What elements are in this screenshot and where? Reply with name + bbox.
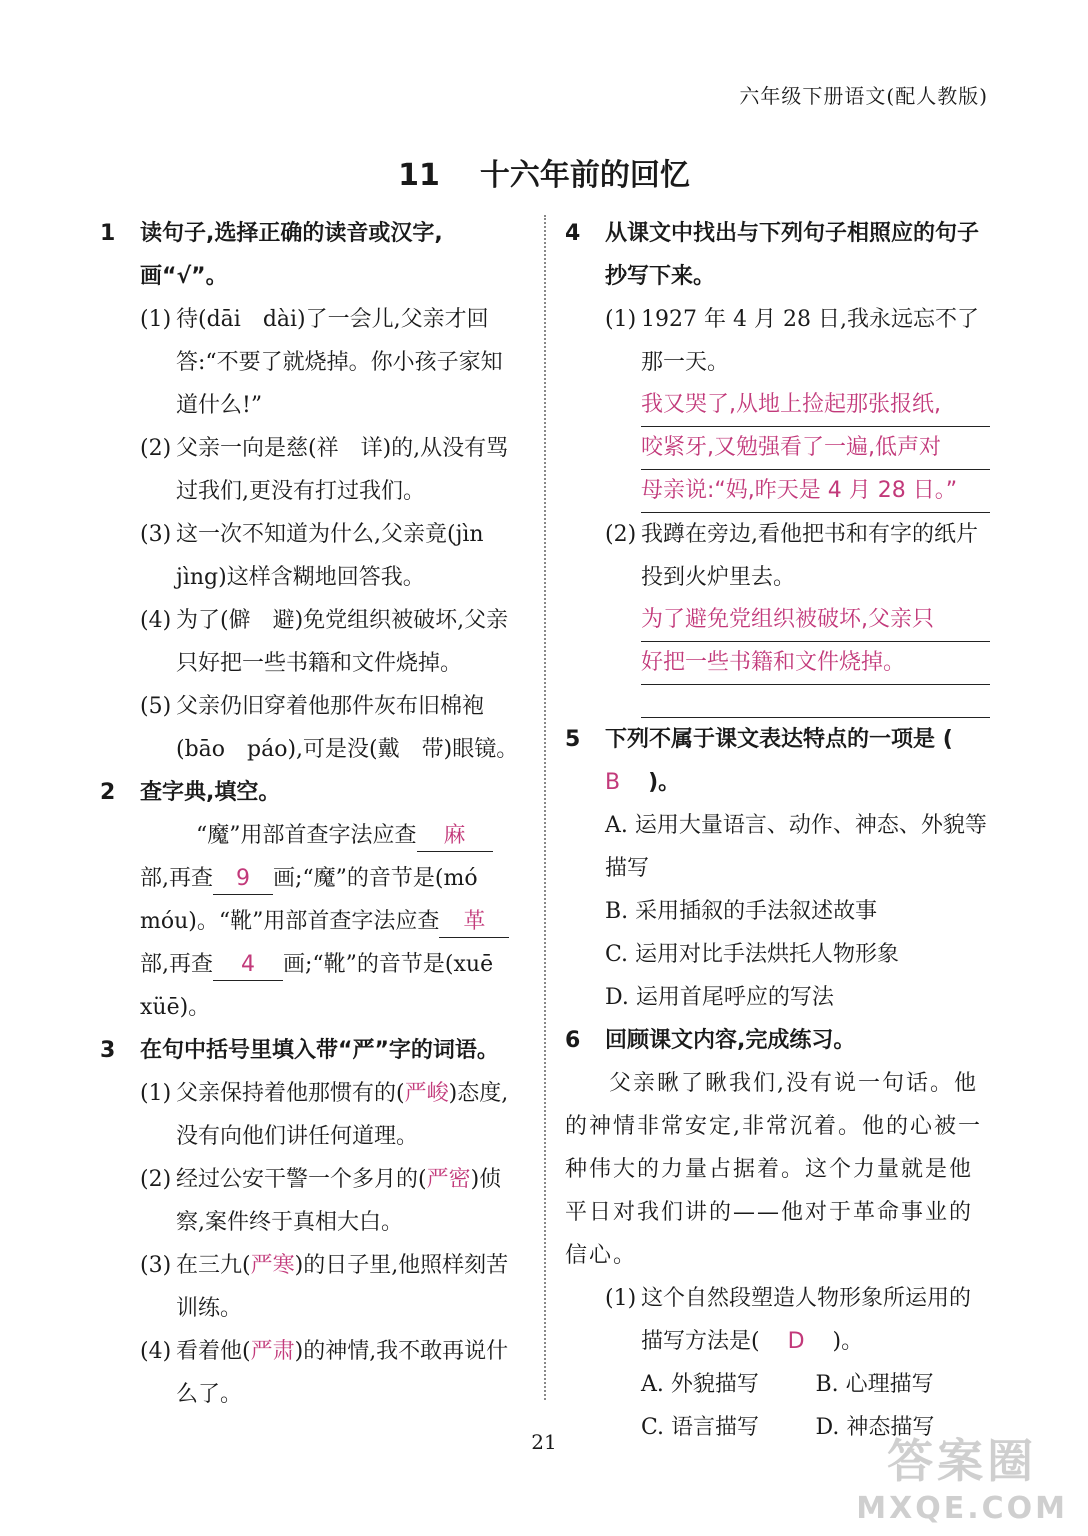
item-text: 父亲一向是慈(祥 详)的,从没有骂过我们,更没有打过我们。 xyxy=(176,436,509,504)
question-title: 回顾课文内容,完成练习。 xyxy=(605,1028,856,1053)
item-text: 1927 年 4 月 28 日,我永远忘不了那一天。 xyxy=(641,307,979,375)
question-number: 1 xyxy=(100,221,116,246)
item-number: (2) xyxy=(140,436,172,461)
item-text: 在三九( xyxy=(176,1253,251,1278)
item-answer: 严寒 xyxy=(250,1253,295,1278)
paren: )。 xyxy=(648,770,681,795)
q6-item xyxy=(605,1277,990,1363)
item-number: (4) xyxy=(140,1339,172,1364)
page-number: 21 xyxy=(531,1430,557,1454)
question-title: 在句中括号里填入带“严”字的词语。 xyxy=(140,1038,499,1063)
q1-item xyxy=(140,427,520,513)
watermark-url: MXQE.COM xyxy=(856,1491,1068,1526)
q6-option: C. 语言描写 xyxy=(641,1415,760,1440)
watermark-logo xyxy=(856,1425,1068,1526)
question-title: 从课文中找出与下列句子相照应的句子抄写下来。 xyxy=(605,221,980,289)
q1-item xyxy=(140,513,520,599)
q2-text: 画;“靴”的音节是(xuē xüē)。 xyxy=(140,952,516,1020)
question-number: 3 xyxy=(100,1038,116,1063)
item-number: (3) xyxy=(140,1253,172,1278)
question-title xyxy=(605,718,990,804)
item-answer: 严峻 xyxy=(404,1081,449,1106)
answer-line: 我又哭了,从地上捡起那张报纸, xyxy=(641,384,990,427)
question-4 xyxy=(565,212,990,718)
item-number: (4) xyxy=(140,608,172,633)
item-number: (1) xyxy=(605,1286,637,1311)
q2-body xyxy=(140,814,520,1029)
question-number: 2 xyxy=(100,780,116,805)
q3-item xyxy=(140,1330,520,1416)
question-title-text: 下列不属于课文表达特点的一项是 xyxy=(605,727,936,752)
left-column xyxy=(100,212,520,1416)
question-1 xyxy=(100,212,520,771)
item-text: )的神情,我不敢再说什么了。 xyxy=(176,1339,509,1407)
paren: ( xyxy=(942,727,953,752)
answer-line: 好把一些书籍和文件烧掉。 xyxy=(641,642,990,685)
item-text: )。 xyxy=(832,1329,864,1354)
q1-item xyxy=(140,298,520,427)
item-text: 为了(僻 避)免党组织被破坏,父亲只好把一些书籍和文件烧掉。 xyxy=(176,608,509,676)
answer-line: 咬紧牙,又勉强看了一遍,低声对 xyxy=(641,427,990,470)
question-6 xyxy=(565,1019,990,1449)
item-answer: 严密 xyxy=(426,1167,471,1192)
q2-text: “魔”用部首查字法应查 xyxy=(196,823,417,848)
item-number: (2) xyxy=(140,1167,172,1192)
q3-item xyxy=(140,1158,520,1244)
question-number: 6 xyxy=(565,1028,581,1053)
answer-line-empty xyxy=(641,697,990,718)
lesson-title-text: 十六年前的回忆 xyxy=(479,158,690,193)
q3-item xyxy=(140,1072,520,1158)
item-text: )的日子里,他照样刻苦训练。 xyxy=(176,1253,509,1321)
q6-answer: D xyxy=(787,1329,805,1354)
item-text: 这一次不知道为什么,父亲竟(jìn jìng)这样含糊地回答我。 xyxy=(176,522,506,590)
q2-text: 部,再查 xyxy=(140,866,213,891)
q6-option: D. 神态描写 xyxy=(815,1415,935,1440)
item-text: 父亲保持着他那惯有的( xyxy=(176,1081,405,1106)
q5-option: C. 运用对比手法烘托人物形象 xyxy=(605,942,900,967)
q6-option: A. 外貌描写 xyxy=(641,1372,759,1397)
item-text: )侦察,案件终于真相大白。 xyxy=(176,1167,502,1235)
item-answer: 严肃 xyxy=(250,1339,295,1364)
q2-text: 部,再查 xyxy=(140,952,213,977)
q5-answer: B xyxy=(605,770,621,795)
item-number: (1) xyxy=(140,307,172,332)
q4-item xyxy=(605,513,990,718)
item-number: (1) xyxy=(605,307,637,332)
question-2 xyxy=(100,771,520,1029)
q2-answer-blank: 9 xyxy=(213,864,273,895)
item-number: (1) xyxy=(140,1081,172,1106)
q1-item xyxy=(140,685,520,771)
item-text: 经过公安干警一个多月的( xyxy=(176,1167,427,1192)
q5-option: B. 采用插叙的手法叙述故事 xyxy=(605,899,878,924)
q1-item xyxy=(140,599,520,685)
item-text: 我蹲在旁边,看他把书和有字的纸片投到火炉里去。 xyxy=(641,522,978,590)
question-number: 4 xyxy=(565,221,581,246)
column-divider xyxy=(544,215,546,1400)
item-text: 父亲仍旧穿着他那件灰布旧棉袍(bāo páo),可是没(戴 带)眼镜。 xyxy=(176,694,519,762)
item-text: 看着他( xyxy=(176,1339,251,1364)
q5-option: D. 运用首尾呼应的写法 xyxy=(605,985,834,1010)
lesson-number: 11 xyxy=(398,158,440,193)
answer-line: 为了避免党组织被破坏,父亲只 xyxy=(641,599,990,642)
q6-option: B. 心理描写 xyxy=(815,1372,934,1397)
q4-item xyxy=(605,298,990,513)
answer-line: 母亲说:“妈,昨天是 4 月 28 日。” xyxy=(641,470,990,513)
q2-answer-blank: 麻 xyxy=(417,821,493,852)
page-header: 六年级下册语文(配人教版) xyxy=(739,84,988,108)
q2-text: 画;“魔”的音节是(mó móu)。“靴”用部首查字法应查 xyxy=(140,866,500,934)
lesson-title xyxy=(0,150,1088,194)
question-title: 查字典,填空。 xyxy=(140,780,281,805)
q3-item xyxy=(140,1244,520,1330)
watermark-text: 答案圈 xyxy=(887,1434,1038,1488)
q2-answer-blank: 革 xyxy=(439,907,509,938)
right-column xyxy=(565,212,990,1449)
item-number: (3) xyxy=(140,522,172,547)
item-number: (2) xyxy=(605,522,637,547)
q6-passage: 父亲瞅了瞅我们,没有说一句话。他的神情非常安定,非常沉着。他的心被一种伟大的力量占据着。这个力量就是他平日对我们讲的——他对于革命事业的信心。 xyxy=(565,1071,982,1268)
item-text: 待(dāi dài)了一会儿,父亲才回答:“不要了就烧掉。你小孩子家知道什么!” xyxy=(176,307,503,418)
item-text: )态度,没有向他们讲任何道理。 xyxy=(176,1081,509,1149)
question-3 xyxy=(100,1029,520,1416)
question-title: 读句子,选择正确的读音或汉字,画“√”。 xyxy=(140,221,443,289)
question-number: 5 xyxy=(565,727,581,752)
question-5 xyxy=(565,718,990,1019)
item-number: (5) xyxy=(140,694,172,719)
q2-answer-blank: 4 xyxy=(213,950,283,981)
item-text: 这个自然段塑造人物形象所运用的描写方法是( xyxy=(641,1286,972,1354)
q5-option: A. 运用大量语言、动作、神态、外貌等描写 xyxy=(605,813,987,881)
